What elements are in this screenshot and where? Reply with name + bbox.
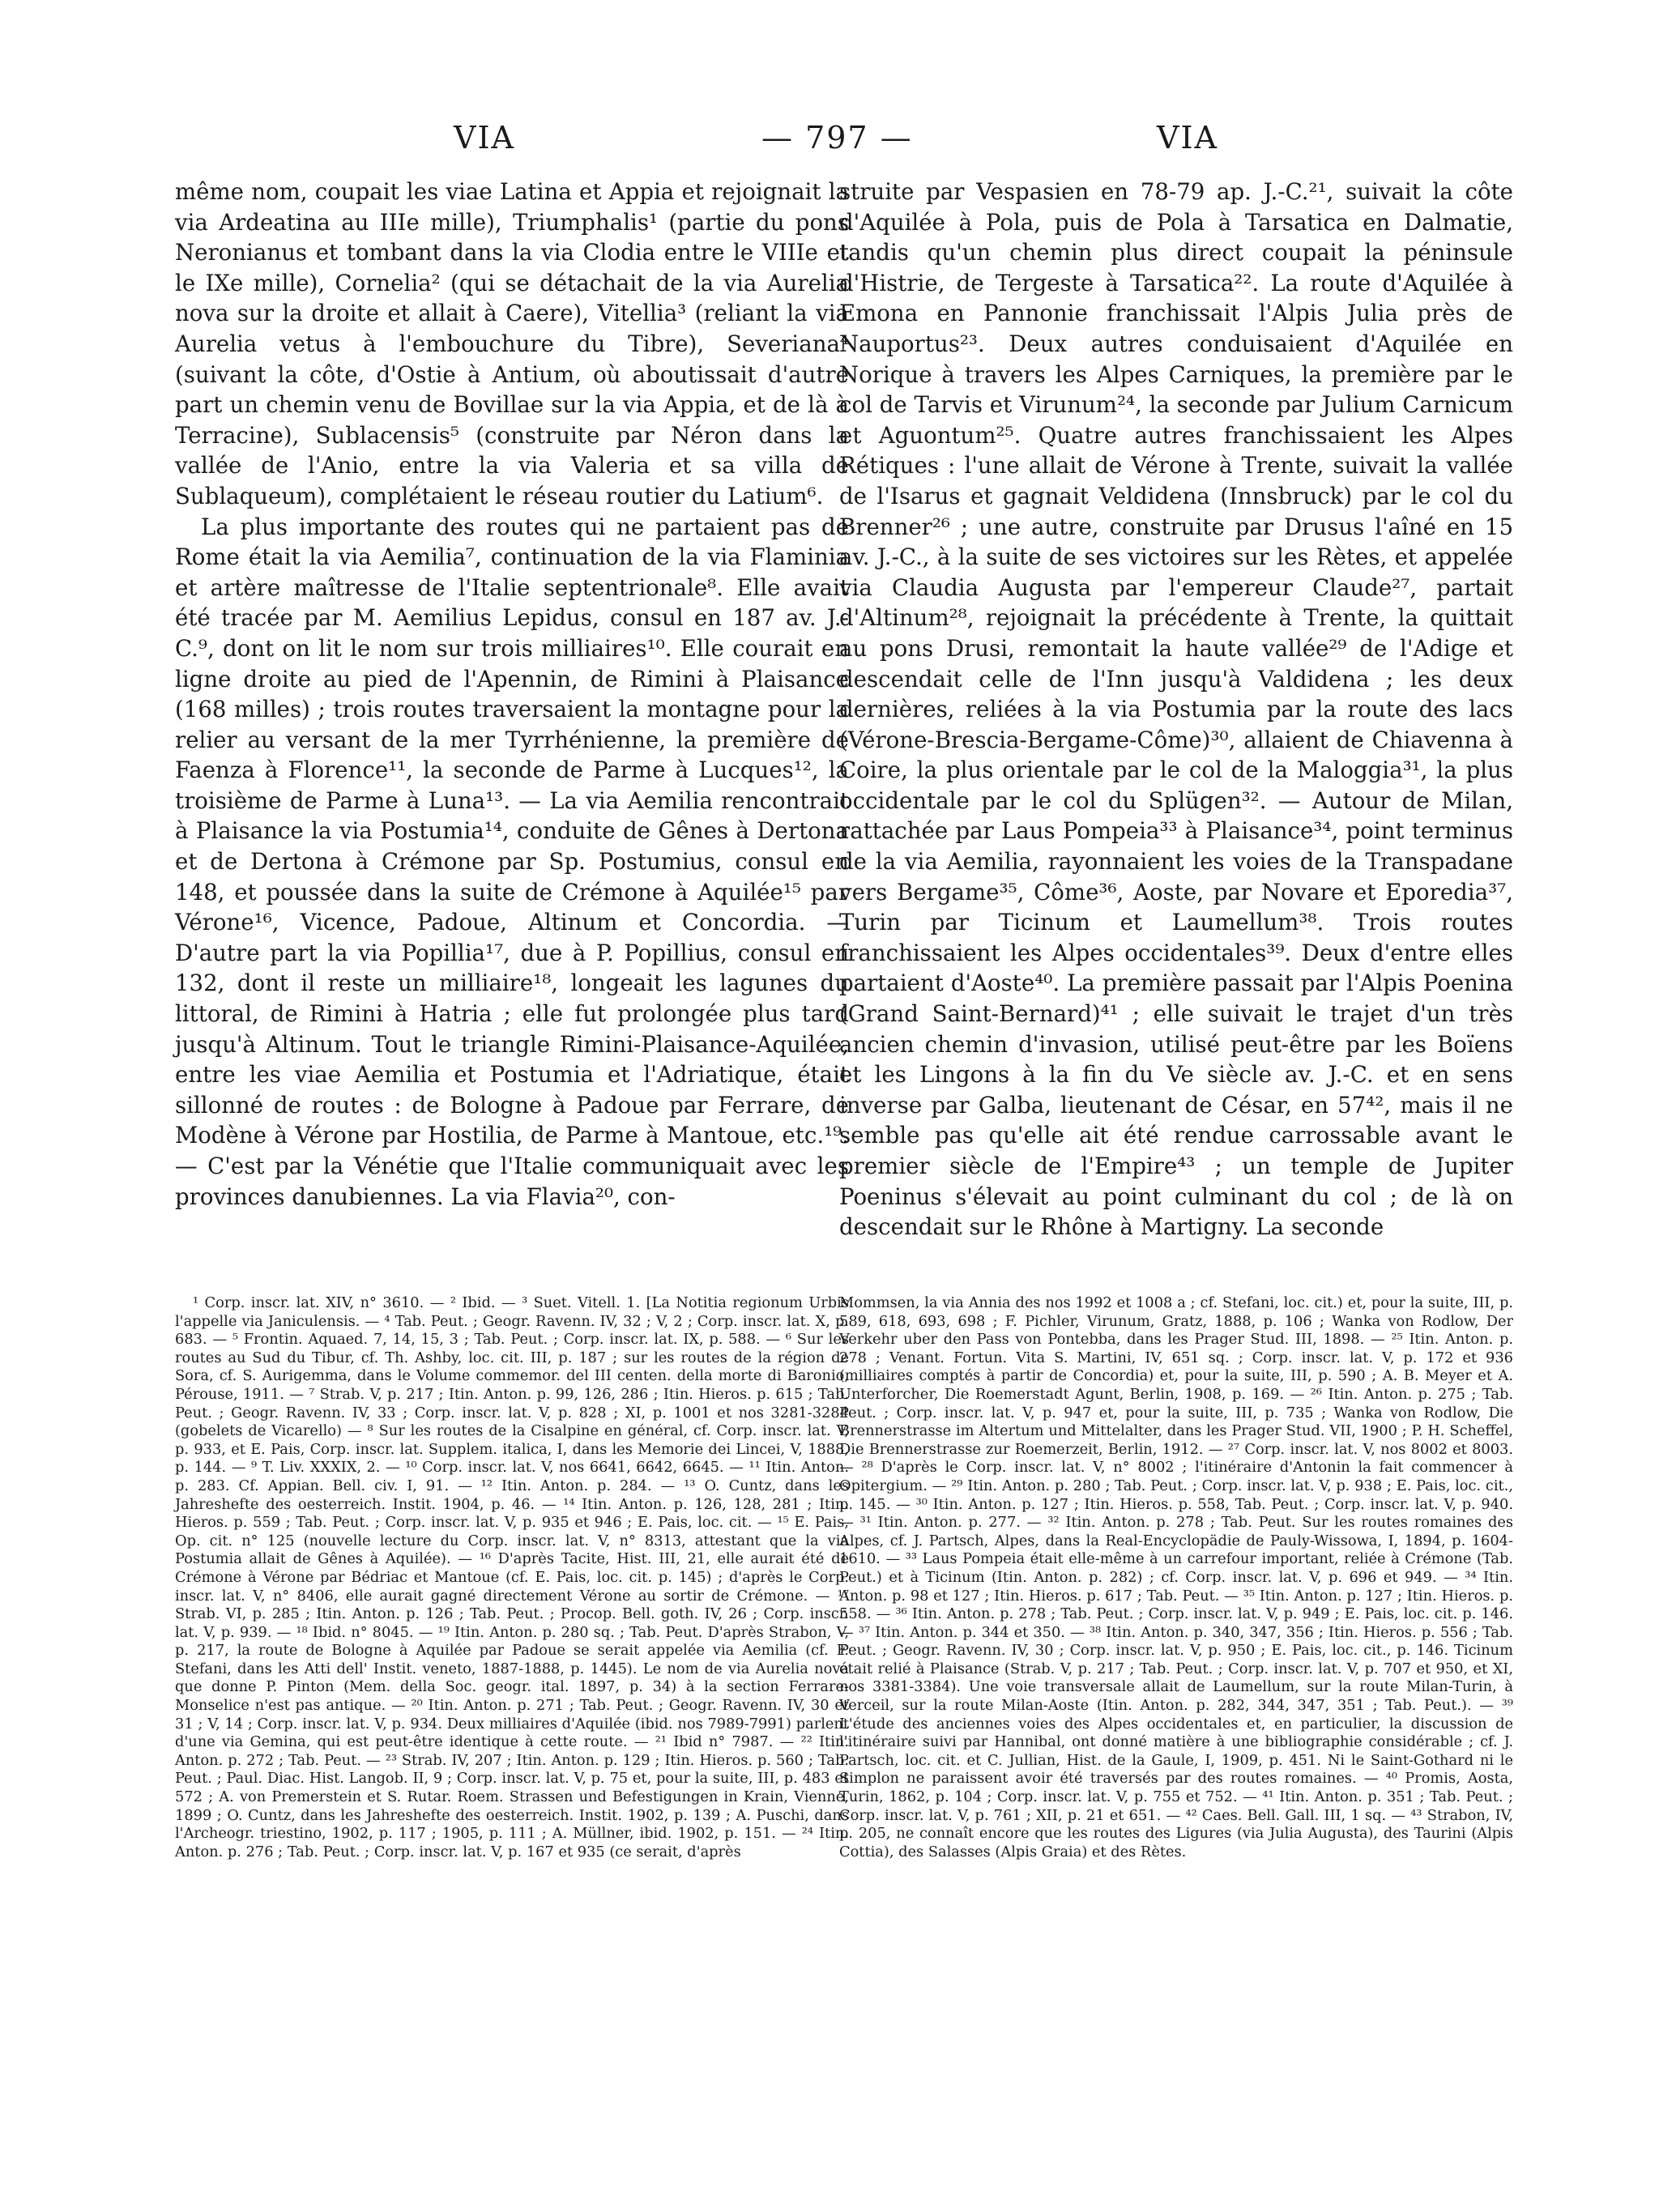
page-number: — 797 — <box>761 120 913 156</box>
header-left-title: VIA <box>454 120 515 156</box>
footnotes-right-text: Mommsen, la via Annia des nos 1992 et 1008 a ; cf. Stefani, loc. cit.) et, pour la suite, III, p. 589, 618, 693, 698 ; F. Pichler, Virunum, Gratz, 1888, p. 106 ; Wanka von Rodlow, Der Verkehr uber den Pass von Pontebba, dans les Prager Stud. III, 1898. — ²⁵ Itin. Anton. p. 278 ; Venant. Fortun. Vita S. Martini, IV, 651 sq. ; Corp. inscr. lat. V, p. 172 et 936 (milliaires comptés à partir de Concordia) et, pour la suite, III, p. 590 ; A. B. Meyer et A. Unterforcher, Die Roemerstadt Agunt, Berlin, 1908, p. 169. — ²⁶ Itin. Anton. p. 275 ; Tab. Peut. ; Corp. inscr. lat. V, p. 947 et, pour la suite, III, p. 735 ; Wanka von Rodlow, Die Brennerstrasse im Altertum und Mittelalter, dans les Prager Stud. VII, 1900 ; P. H. Scheffel, Die Brennerstrasse zur Roemerzeit, Berlin, 1912. — ²⁷ Corp. inscr. lat. V, nos 8002 et 8003. — ²⁸ D'après le Corp. inscr. lat. V, n° 8002 ; l'itinéraire d'Antonin la fait commencer à Opitergium. — ²⁹ Itin. Anton. p. 280 ; Tab. Peut. ; Corp. inscr. lat. V, p. 938 ; E. Pais, loc. cit., p. 145. — ³⁰ Itin. Anton. p. 127 ; Itin. Hieros. p. 558, Tab. Peut. ; Corp. inscr. lat. V, p. 940. — ³¹ Itin. Anton. p. 277. — ³² Itin. Anton. p. 278 ; Tab. Peut. Sur les routes romaines des Alpes, cf. J. Partsch, Alpes, dans la Real-Encyclopädie de Pauly-Wissowa, I, 1894, p. 1604-1610. — ³³ Laus Pompeia était elle-même à un carrefour important, reliée à Crémone (Tab. Peut.) et à Ticinum (Itin. Anton. p. 282) ; cf. Corp. inscr. lat. V, p. 696 et 949. — ³⁴ Itin. Anton. p. 98 et 127 ; Itin. Hieros. p. 617 ; Tab. Peut. — ³⁵ Itin. Anton. p. 127 ; Itin. Hieros. p. 558. — ³⁶ Itin. Anton. p. 278 ; Tab. Peut. ; Corp. inscr. lat. V, p. 949 ; E. Pais, loc. cit. p. 146. — ³⁷ Itin. Anton. p. 344 et 350. — ³⁸ Itin. Anton. p. 340, 347, 356 ; Itin. Hieros. p. 556 ; Tab. Peut. ; Geogr. Ravenn. IV, 30 ; Corp. inscr. lat. V, p. 950 ; E. Pais, loc. cit., p. 146. Ticinum était relié à Plaisance (Strab. V, p. 217 ; Tab. Peut. ; Corp. inscr. lat. V, p. 707 et 950, et XI, nos 3381-3384). Une voie transversale allait de Laumellum, sur la route Milan-Turin, à Verceil, sur la route Milan-Aoste (Itin. Anton. p. 282, 344, 347, 351 ; Tab. Peut.). — ³⁹ L'étude des anciennes voies des Alpes occidentales et, en particulier, la discussion de l'itinéraire suivi par Hannibal, ont donné matière à une bibliographie considérable ; cf. J. Partsch, loc. cit. et C. Jullian, Hist. de la Gaule, I, 1909, p. 451. Ni le Saint-Gothard ni le Simplon ne paraissent avoir été traversés par des routes romaines. — ⁴⁰ Promis, Aosta, Turin, 1862, p. 104 ; Corp. inscr. lat. V, p. 755 et 752. — ⁴¹ Itin. Anton. p. 351 ; Tab. Peut. ; Corp. inscr. lat. V, p. 761 ; XII, p. 21 et 651. — ⁴² Caes. Bell. Gall. III, 1 sq. — ⁴³ Strabon, IV, p. 205, ne connaît encore que les routes des Ligures (via Julia Augusta), des Taurini (Alpis Cottia), des Salasses (Alpis Graia) et des Rètes. <box>839 1294 1513 1860</box>
footnotes-right <box>839 1294 1513 1861</box>
right-paragraph-1: struite par Vespasien en 78-79 ap. J.-C.²¹, suivait la côte d'Aquilée à Pola, puis de Pola à Tarsatica en Dalmatie, tandis qu'un chemin plus direct coupait la péninsule d'Histrie, de Tergeste à Tarsatica²². La route d'Aquilée à Emona en Pannonie franchissait l'Alpis Julia près de Nauportus²³. Deux autres conduisaient d'Aquilée en Norique à travers les Alpes Carniques, la première par le col de Tarvis et Virunum²⁴, la seconde par Julium Carnicum et Aguontum²⁵. Quatre autres franchissaient les Alpes Rétiques : l'une allait de Vérone à Trente, suivait la vallée de l'Isarus et gagnait Veldidena (Innsbruck) par le col du Brenner²⁶ ; une autre, construite par Drusus l'aîné en 15 av. J.-C., à la suite de ses victoires sur les Rètes, et appelée via Claudia Augusta par l'empereur Claude²⁷, partait d'Altinum²⁸, rejoignait la précédente à Trente, la quittait au pons Drusi, remontait la haute vallée²⁹ de l'Adige et descendait celle de l'Inn jusqu'à Valdidena ; les deux dernières, reliées à la via Postumia par la route des lacs (Vérone-Brescia-Bergame-Côme)³⁰, allaient de Chiavenna à Coire, la plus orientale par le col de la Maloggia³¹, la plus occidentale par le col du Splügen³². — Autour de Milan, rattachée par Laus Pompeia³³ à Plaisance³⁴, point terminus de la via Aemilia, rayonnaient les voies de la Transpadane vers Bergame³⁵, Côme³⁶, Aoste, par Novare et Eporedia³⁷, Turin par Ticinum et Laumellum³⁸. Trois routes franchissaient les Alpes occidentales³⁹. Deux d'entre elles partaient d'Aoste⁴⁰. La première passait par l'Alpis Poenina (Grand Saint-Bernard)⁴¹ ; elle suivait le trajet d'un très ancien chemin d'invasion, utilisé peut-être par les Boïens et les Lingons à la fin du Ve siècle av. J.-C. et en sens inverse par Galba, lieutenant de César, en 57⁴², mais il ne semble pas qu'elle ait été rendue carrossable avant le premier siècle de l'Empire⁴³ ; un temple de Jupiter Poeninus s'élevait au point culminant du col ; de là on descendait sur le Rhône à Martigny. La seconde <box>839 178 1513 1241</box>
footnotes-left-text: ¹ Corp. inscr. lat. XIV, n° 3610. — ² Ibid. — ³ Suet. Vitell. 1. [La Notitia regionum Urbis l'appelle via Janiculensis. — ⁴ Tab. Peut. ; Geogr. Ravenn. IV, 32 ; V, 2 ; Corp. inscr. lat. X, p. 683. — ⁵ Frontin. Aquaed. 7, 14, 15, 3 ; Tab. Peut. ; Corp. inscr. lat. IX, p. 588. — ⁶ Sur les routes au Sud du Tibur, cf. Th. Ashby, loc. cit. III, p. 187 ; sur les routes de la région de Sora, cf. S. Aurigemma, dans le Volume commemor. del III centen. della morte di Baronio, Pérouse, 1911. — ⁷ Strab. V, p. 217 ; Itin. Anton. p. 99, 126, 286 ; Itin. Hieros. p. 615 ; Tab. Peut. ; Geogr. Ravenn. IV, 33 ; Corp. inscr. lat. V, p. 828 ; XI, p. 1001 et nos 3281-3284 (gobelets de Vicarello) — ⁸ Sur les routes de la Cisalpine en général, cf. Corp. inscr. lat. V, p. 933, et E. Pais, Corp. inscr. lat. Supplem. italica, I, dans les Memorie dei Lincei, V, 1888, p. 144. — ⁹ T. Liv. XXXIX, 2. — ¹⁰ Corp. inscr. lat. V, nos 6641, 6642, 6645. — ¹¹ Itin. Anton. p. 283. Cf. Appian. Bell. civ. I, 91. — ¹² Itin. Anton. p. 284. — ¹³ O. Cuntz, dans les Jahreshefte des oesterreich. Instit. 1904, p. 46. — ¹⁴ Itin. Anton. p. 126, 128, 281 ; Itin. Hieros. p. 559 ; Tab. Peut. ; Corp. inscr. lat. V, p. 935 et 946 ; E. Pais, loc. cit. — ¹⁵ E. Pais, Op. cit. n° 125 (nouvelle lecture du Corp. inscr. lat. V, n° 8313, attestant que la via Postumia allait de Gênes à Aquilée). — ¹⁶ D'après Tacite, Hist. III, 21, elle aurait été de Crémone à Vérone par Bédriac et Mantoue (cf. E. Pais, loc. cit. p. 145) ; d'après le Corp. inscr. lat. V, n° 8406, elle aurait gagné directement Vérone au sortir de Crémone. — ¹⁷ Strab. VI, p. 285 ; Itin. Anton. p. 126 ; Tab. Peut. ; Procop. Bell. goth. IV, 26 ; Corp. inscr. lat. V, p. 939. — ¹⁸ Ibid. n° 8045. — ¹⁹ Itin. Anton. p. 280 sq. ; Tab. Peut. D'après Strabon, V, p. 217, la route de Bologne à Aquilée par Padoue se serait appelée via Aemilia (cf. F. Stefani, dans les Atti dell' Instit. veneto, 1887-1888, p. 1445). Le nom de via Aurelia nova que donne P. Pinton (Mem. della Soc. geogr. ital. 1897, p. 34) à la section Ferrare-Monselice n'est pas antique. — ²⁰ Itin. Anton. p. 271 ; Tab. Peut. ; Geogr. Ravenn. IV, 30 et 31 ; V, 14 ; Corp. inscr. lat. V, p. 934. Deux milliaires d'Aquilée (ibid. nos 7989-7991) parlent d'une via Gemina, qui est peut-être identique à cette route. — ²¹ Ibid n° 7987. — ²² Itin. Anton. p. 272 ; Tab. Peut. — ²³ Strab. IV, 207 ; Itin. Anton. p. 129 ; Itin. Hieros. p. 560 ; Tab. Peut. ; Paul. Diac. Hist. Langob. II, 9 ; Corp. inscr. lat. V, p. 75 et, pour la suite, III, p. 483 et 572 ; A. von Premerstein et S. Rutar. Roem. Strassen und Befestigungen in Krain, Vienne, 1899 ; O. Cuntz, dans les Jahreshefte des oesterreich. Instit. 1902, p. 139 ; A. Puschi, dans l'Archeogr. triestino, 1902, p. 117 ; 1905, p. 111 ; A. Müllner, ibid. 1902, p. 151. — ²⁴ Itin. Anton. p. 276 ; Tab. Peut. ; Corp. inscr. lat. V, p. 167 et 935 (ce serait, d'après <box>175 1294 849 1860</box>
right-column <box>839 177 1513 1242</box>
left-paragraph-2: La plus importante des routes qui ne partaient pas de Rome était la via Aemilia⁷, continuation de la via Flaminia et artère maîtresse de l'Italie septentrionale⁸. Elle avait été tracée par M. Aemilius Lepidus, consul en 187 av. J.-C.⁹, dont on lit le nom sur trois milliaires¹⁰. Elle courait en ligne droite au pied de l'Apennin, de Rimini à Plaisance (168 milles) ; trois routes traversaient la montagne pour la relier au versant de la mer Tyrrhénienne, la première de Faenza à Florence¹¹, la seconde de Parme à Lucques¹², la troisième de Parme à Luna¹³. — La via Aemilia rencontrait à Plaisance la via Postumia¹⁴, conduite de Gênes à Dertona et de Dertona à Crémone par Sp. Postumius, consul en 148, et poussée dans la suite de Crémone à Aquilée¹⁵ par Vérone¹⁶, Vicence, Padoue, Altinum et Concordia. — D'autre part la via Popillia¹⁷, due à P. Popillius, consul en 132, dont il reste un milliaire¹⁸, longeait les lagunes du littoral, de Rimini à Hatria ; elle fut prolongée plus tard jusqu'à Altinum. Tout le triangle Rimini-Plaisance-Aquilée, entre les viae Aemilia et Postumia et l'Adriatique, était sillonné de routes : de Bologne à Padoue par Ferrare, de Modène à Vérone par Hostilia, de Parme à Mantoue, etc.¹⁹. — C'est par la Vénétie que l'Italie communiquait avec les provinces danubiennes. La via Flavia²⁰, con- <box>175 513 849 1210</box>
footnotes-left <box>175 1294 849 1861</box>
running-header <box>0 120 1659 168</box>
left-paragraph-1: même nom, coupait les viae Latina et Appia et rejoignait la via Ardeatina au IIIe mille), Triumphalis¹ (partie du pons Neronianus et tombant dans la via Clodia entre le VIIIe et le IXe mille), Cornelia² (qui se détachait de la via Aurelia nova sur la droite et allait à Caere), Vitellia³ (reliant la via Aurelia vetus à l'embouchure du Tibre), Severiana⁴ (suivant la côte, d'Ostie à Antium, où aboutissait d'autre part un chemin venu de Bovillae sur la via Appia, et de là à Terracine), Sublacensis⁵ (construite par Néron dans la vallée de l'Anio, entre la via Valeria et sa villa de Sublaqueum), complétaient le réseau routier du Latium⁶. <box>175 178 849 509</box>
header-right-title: VIA <box>1157 120 1218 156</box>
left-column <box>175 177 849 1212</box>
